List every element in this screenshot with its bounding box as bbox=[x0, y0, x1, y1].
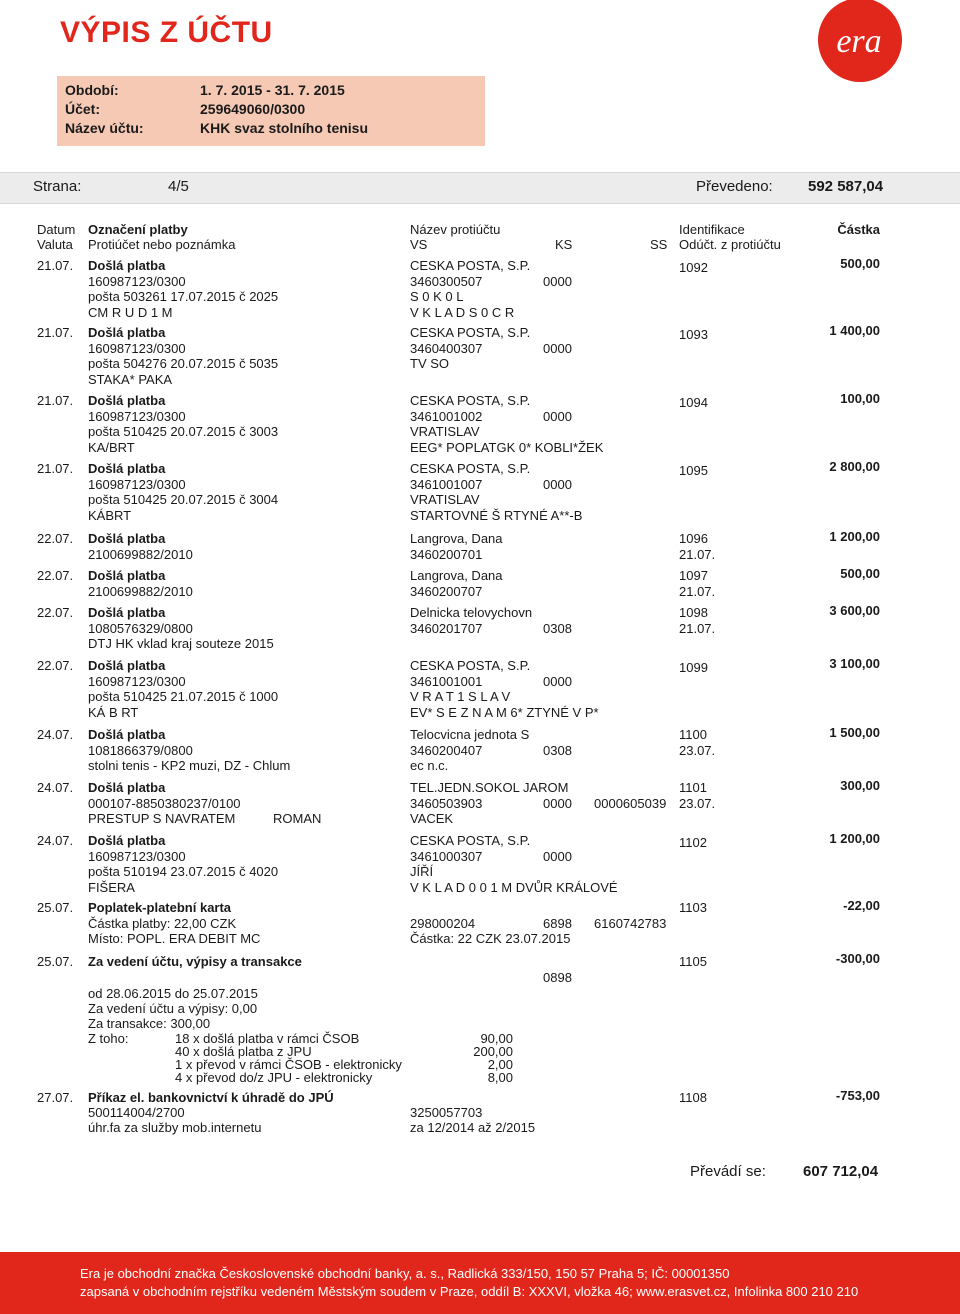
tx-type: Došlá platba bbox=[88, 658, 166, 673]
header-valuta: Valuta bbox=[37, 237, 73, 252]
fees-item-value: 2,00 bbox=[487, 1057, 513, 1072]
fees-ztoho-label: Z toho: bbox=[88, 1031, 129, 1046]
tx-ident: 1094 bbox=[679, 395, 708, 410]
tx-counterparty-line: TV SO bbox=[410, 356, 450, 371]
tx-counterparty-line: V K L A D 0 0 1 M DVŮR KRÁLOVÉ bbox=[410, 879, 618, 895]
tx-counterparty-name: CESKA POSTA, S.P. bbox=[410, 833, 531, 848]
tx-counterparty-line: JÍŘÍ bbox=[410, 864, 434, 879]
fees-item-text: 1 x převod v rámci ČSOB - elektronicky bbox=[175, 1057, 402, 1072]
tx-ks: 0000 bbox=[543, 795, 572, 811]
tx-ident: 1097 bbox=[679, 568, 708, 583]
footer bbox=[0, 1252, 960, 1314]
tx-counterparty-name: Telocvicna jednota S bbox=[410, 727, 530, 742]
tx-detail-line: stolni tenis - KP2 muzi, DZ - Chlum bbox=[88, 758, 291, 773]
tx-ident-date: 23.07. bbox=[679, 795, 716, 811]
tx-amount: 3 100,00 bbox=[829, 656, 880, 671]
tx-detail-line: pošta 510425 20.07.2015 č 3003 bbox=[88, 424, 279, 439]
tx-counterparty-line: VRATISLAV bbox=[410, 424, 480, 439]
fees-ks: 0898 bbox=[543, 970, 572, 985]
carried-over-value: 592 587,04 bbox=[808, 178, 884, 195]
fees-ident: 1105 bbox=[679, 954, 707, 969]
tx-detail-line: 160987123/0300 bbox=[88, 273, 186, 289]
tx-ident: 1098 bbox=[679, 605, 708, 620]
tx-detail-suffix: ROMAN bbox=[273, 811, 322, 826]
tx-detail-line: KÁ B RT bbox=[88, 704, 139, 720]
tx-detail-line: 160987123/0300 bbox=[88, 476, 186, 492]
tx-type: Došlá platba bbox=[88, 833, 166, 848]
tx-ks: 0000 bbox=[543, 848, 572, 864]
tx-ident-date: 23.07. bbox=[679, 742, 716, 758]
tx-detail-line: KA/BRT bbox=[88, 439, 135, 455]
order-date: 27.07. bbox=[37, 1090, 74, 1105]
tx-counterparty-name: CESKA POSTA, S.P. bbox=[410, 393, 531, 408]
fees-item-value: 8,00 bbox=[487, 1070, 513, 1085]
tx-date: 21.07. bbox=[37, 393, 74, 408]
tx-amount: -22,00 bbox=[843, 898, 880, 913]
tx-ident: 1102 bbox=[679, 835, 707, 850]
order-amount: -753,00 bbox=[835, 1088, 880, 1103]
tx-vs: 3460200707 bbox=[410, 583, 483, 599]
tx-amount: 500,00 bbox=[840, 256, 880, 271]
tx-type: Došlá platba bbox=[88, 461, 166, 476]
tx-date: 24.07. bbox=[37, 780, 74, 795]
header-nazev: Název protiúčtu bbox=[410, 222, 501, 237]
order-line: 500114004/2700 bbox=[88, 1105, 185, 1120]
tx-amount: 100,00 bbox=[840, 391, 880, 406]
footer-line-2: zapsaná v obchodním rejstříku vedeném Městským soudem v Praze, oddíl B: XXXVI, vložka 46; www.erasvet.cz, Infolinka 800 210 210 bbox=[80, 1284, 859, 1299]
account-info-box bbox=[57, 76, 485, 146]
tx-counterparty-line: VRATISLAV bbox=[410, 492, 480, 507]
tx-detail-line: 160987123/0300 bbox=[88, 408, 186, 424]
fees-item-text: 18 x došlá platba v rámci ČSOB bbox=[175, 1031, 360, 1046]
tx-counterparty-line: ec n.c. bbox=[410, 758, 449, 773]
carried-over-label: Převedeno: bbox=[696, 178, 773, 195]
fees-item-value: 90,00 bbox=[480, 1031, 513, 1046]
closing-label: Převádí se: bbox=[690, 1163, 766, 1180]
tx-detail-line: 1080576329/0800 bbox=[88, 620, 193, 636]
header-datum: Datum bbox=[37, 222, 76, 237]
tx-ident: 1103 bbox=[679, 900, 707, 915]
tx-detail-line: 1081866379/0800 bbox=[88, 742, 193, 758]
tx-counterparty-name: CESKA POSTA, S.P. bbox=[410, 258, 531, 273]
tx-detail-line: 160987123/0300 bbox=[88, 848, 186, 864]
tx-vs: 3460200701 bbox=[410, 546, 483, 562]
tx-ks: 0000 bbox=[543, 340, 572, 356]
tx-type: Došlá platba bbox=[88, 605, 166, 620]
info-account: Účet: 259649060/0300 bbox=[65, 101, 306, 117]
tx-vs: 3460201707 bbox=[410, 620, 483, 636]
fees-amount: -300,00 bbox=[835, 951, 880, 966]
tx-amount: 1 200,00 bbox=[829, 529, 880, 544]
tx-detail-line: STAKA* PAKA bbox=[88, 371, 173, 387]
header-ss: SS bbox=[650, 237, 668, 252]
header-castka: Částka bbox=[837, 222, 880, 237]
tx-counterparty-name: Langrova, Dana bbox=[410, 531, 503, 546]
tx-ident: 1093 bbox=[679, 327, 708, 342]
fees-item-text: 4 x převod do/z JPU - elektronicky bbox=[175, 1070, 373, 1085]
tx-vs: 3461001007 bbox=[410, 476, 483, 492]
tx-ident: 1101 bbox=[679, 780, 707, 795]
tx-ks: 0000 bbox=[543, 673, 572, 689]
tx-counterparty-line: EV* S E Z N A M 6* ZTYNÉ V P* bbox=[410, 704, 599, 720]
closing-value: 607 712,04 bbox=[803, 1163, 879, 1180]
tx-detail-line: pošta 503261 17.07.2015 č 2025 bbox=[88, 289, 279, 304]
tx-date: 22.07. bbox=[37, 658, 74, 673]
tx-detail-line: 2100699882/2010 bbox=[88, 546, 193, 562]
tx-ident: 1095 bbox=[679, 463, 708, 478]
tx-ks: 0000 bbox=[543, 476, 572, 492]
tx-amount: 3 600,00 bbox=[829, 603, 880, 618]
tx-counterparty-name: TEL.JEDN.SOKOL JAROM bbox=[410, 780, 569, 795]
tx-detail-line: KÁBRT bbox=[88, 507, 132, 523]
tx-amount: 500,00 bbox=[840, 566, 880, 581]
fees-item-value: 200,00 bbox=[473, 1044, 513, 1059]
tx-type: Došlá platba bbox=[88, 568, 166, 583]
tx-ident: 1099 bbox=[679, 660, 708, 675]
order-note: za 12/2014 až 2/2015 bbox=[410, 1120, 536, 1135]
tx-vs: 3460400307 bbox=[410, 340, 483, 356]
tx-ident: 1096 bbox=[679, 531, 708, 546]
tx-counterparty-line: V K L A D S 0 C R bbox=[410, 304, 515, 320]
page-number: 4/5 bbox=[168, 178, 189, 195]
tx-date: 22.07. bbox=[37, 605, 74, 620]
tx-date: 25.07. bbox=[37, 900, 74, 915]
tx-detail-line: FIŠERA bbox=[88, 879, 135, 895]
tx-counterparty-name: CESKA POSTA, S.P. bbox=[410, 658, 531, 673]
tx-detail-line: 2100699882/2010 bbox=[88, 583, 193, 599]
tx-detail-line: pošta 510425 21.07.2015 č 1000 bbox=[88, 689, 279, 704]
tx-type: Došlá platba bbox=[88, 780, 166, 795]
fees-item-text: 40 x došlá platba z JPU bbox=[175, 1044, 312, 1059]
tx-counterparty-name: Langrova, Dana bbox=[410, 568, 503, 583]
fees-line: od 28.06.2015 do 25.07.2015 bbox=[88, 986, 258, 1001]
tx-counterparty-name: CESKA POSTA, S.P. bbox=[410, 461, 531, 476]
tx-detail-line: CM R U D 1 M bbox=[88, 304, 173, 320]
tx-ident-date: 21.07. bbox=[679, 546, 716, 562]
tx-detail-line: pošta 504276 20.07.2015 č 5035 bbox=[88, 356, 279, 371]
tx-amount: 300,00 bbox=[840, 778, 880, 793]
tx-ks: 0308 bbox=[543, 620, 572, 636]
tx-detail-line: pošta 510194 23.07.2015 č 4020 bbox=[88, 864, 279, 879]
header-protiucet: Protiúčet nebo poznámka bbox=[88, 237, 236, 252]
page-label: Strana: bbox=[33, 178, 82, 195]
header-identifikace: Identifikace bbox=[679, 222, 745, 237]
doc-title: VÝPIS Z ÚČTU bbox=[60, 16, 273, 49]
fees-date: 25.07. bbox=[37, 954, 74, 969]
fees-line: Za transakce: 300,00 bbox=[88, 1016, 211, 1031]
tx-ks: 6898 bbox=[543, 915, 572, 931]
tx-counterparty-line: STARTOVNÉ Š RTYNÉ A**-B bbox=[410, 507, 583, 523]
tx-vs: 298000204 bbox=[410, 915, 476, 931]
tx-ident: 1092 bbox=[679, 260, 708, 275]
header-ks: KS bbox=[555, 237, 573, 252]
logo-text: era bbox=[836, 23, 882, 60]
tx-ks: 0000 bbox=[543, 273, 572, 289]
tx-type: Došlá platba bbox=[88, 393, 166, 408]
tx-detail-line: Částka platby: 22,00 CZK bbox=[88, 915, 237, 931]
tx-amount: 1 400,00 bbox=[829, 323, 880, 338]
tx-ks: 0000 bbox=[543, 408, 572, 424]
footer-line-1: Era je obchodní značka Československé obchodní banky, a. s., Radlická 333/150, 150 57 Praha 5; IČ: 00001350 bbox=[80, 1266, 730, 1281]
tx-type: Došlá platba bbox=[88, 727, 166, 742]
info-period: Období: 1. 7. 2015 - 31. 7. 2015 bbox=[65, 82, 345, 98]
tx-type: Poplatek-platební karta bbox=[88, 900, 232, 915]
tx-ss: 0000605039 bbox=[594, 795, 667, 811]
tx-ident: 1100 bbox=[679, 727, 707, 742]
header-oznaceni: Označení platby bbox=[88, 222, 188, 237]
tx-amount: 1 500,00 bbox=[829, 725, 880, 740]
tx-date: 24.07. bbox=[37, 727, 74, 742]
tx-ident-date: 21.07. bbox=[679, 620, 716, 636]
tx-vs: 3461000307 bbox=[410, 848, 483, 864]
tx-detail-line: 160987123/0300 bbox=[88, 673, 186, 689]
tx-ss: 6160742783 bbox=[594, 915, 667, 931]
info-account-name: Název účtu: KHK svaz stolního tenisu bbox=[65, 120, 369, 136]
tx-date: 24.07. bbox=[37, 833, 74, 848]
order-line: úhr.fa za služby mob.internetu bbox=[88, 1120, 262, 1135]
tx-counterparty-line: V R A T 1 S L A V bbox=[410, 689, 511, 704]
fees-type: Za vedení účtu, výpisy a transakce bbox=[88, 954, 302, 969]
tx-counterparty-name: CESKA POSTA, S.P. bbox=[410, 325, 531, 340]
tx-detail-line: 160987123/0300 bbox=[88, 340, 186, 356]
tx-ks: 0308 bbox=[543, 742, 572, 758]
header-vs: VS bbox=[410, 237, 428, 252]
tx-date: 22.07. bbox=[37, 531, 74, 546]
order-vs: 3250057703 bbox=[410, 1105, 483, 1120]
order-type: Příkaz el. bankovnictví k úhradě do JPÚ bbox=[88, 1090, 334, 1105]
tx-vs: 3461001002 bbox=[410, 408, 483, 424]
tx-vs: 3461001001 bbox=[410, 673, 483, 689]
tx-counterparty-line: EEG* POPLATGK 0* KOBLI*ŽEK bbox=[410, 439, 604, 455]
tx-vs: 3460200407 bbox=[410, 742, 483, 758]
tx-note: Částka: 22 CZK 23.07.2015 bbox=[410, 931, 571, 946]
fees-line: Za vedení účtu a výpisy: 0,00 bbox=[88, 1001, 258, 1016]
tx-detail-line: pošta 510425 20.07.2015 č 3004 bbox=[88, 492, 279, 507]
tx-type: Došlá platba bbox=[88, 531, 166, 546]
tx-counterparty-name: Delnicka telovychovn bbox=[410, 605, 533, 620]
tx-date: 22.07. bbox=[37, 568, 74, 583]
tx-detail-line: PRESTUP S NAVRATEM bbox=[88, 811, 236, 826]
tx-amount: 2 800,00 bbox=[829, 459, 880, 474]
tx-amount: 1 200,00 bbox=[829, 831, 880, 846]
tx-counterparty-line: VACEK bbox=[410, 811, 454, 826]
tx-date: 21.07. bbox=[37, 325, 74, 340]
tx-type: Došlá platba bbox=[88, 325, 166, 340]
tx-detail-line: DTJ HK vklad kraj souteze 2015 bbox=[88, 636, 274, 651]
tx-counterparty-line: S 0 K 0 L bbox=[410, 289, 464, 304]
tx-vs: 3460300507 bbox=[410, 273, 483, 289]
era-logo bbox=[815, 0, 905, 88]
tx-vs: 3460503903 bbox=[410, 795, 483, 811]
order-ident: 1108 bbox=[679, 1090, 707, 1105]
tx-date: 21.07. bbox=[37, 258, 74, 273]
tx-date: 21.07. bbox=[37, 461, 74, 476]
tx-detail-line: Místo: POPL. ERA DEBIT MC bbox=[88, 931, 261, 946]
tx-ident-date: 21.07. bbox=[679, 583, 716, 599]
header-oduct: Odúčt. z protiúčtu bbox=[679, 237, 781, 252]
tx-type: Došlá platba bbox=[88, 258, 166, 273]
tx-detail-line: 000107-8850380237/0100 bbox=[88, 795, 241, 811]
